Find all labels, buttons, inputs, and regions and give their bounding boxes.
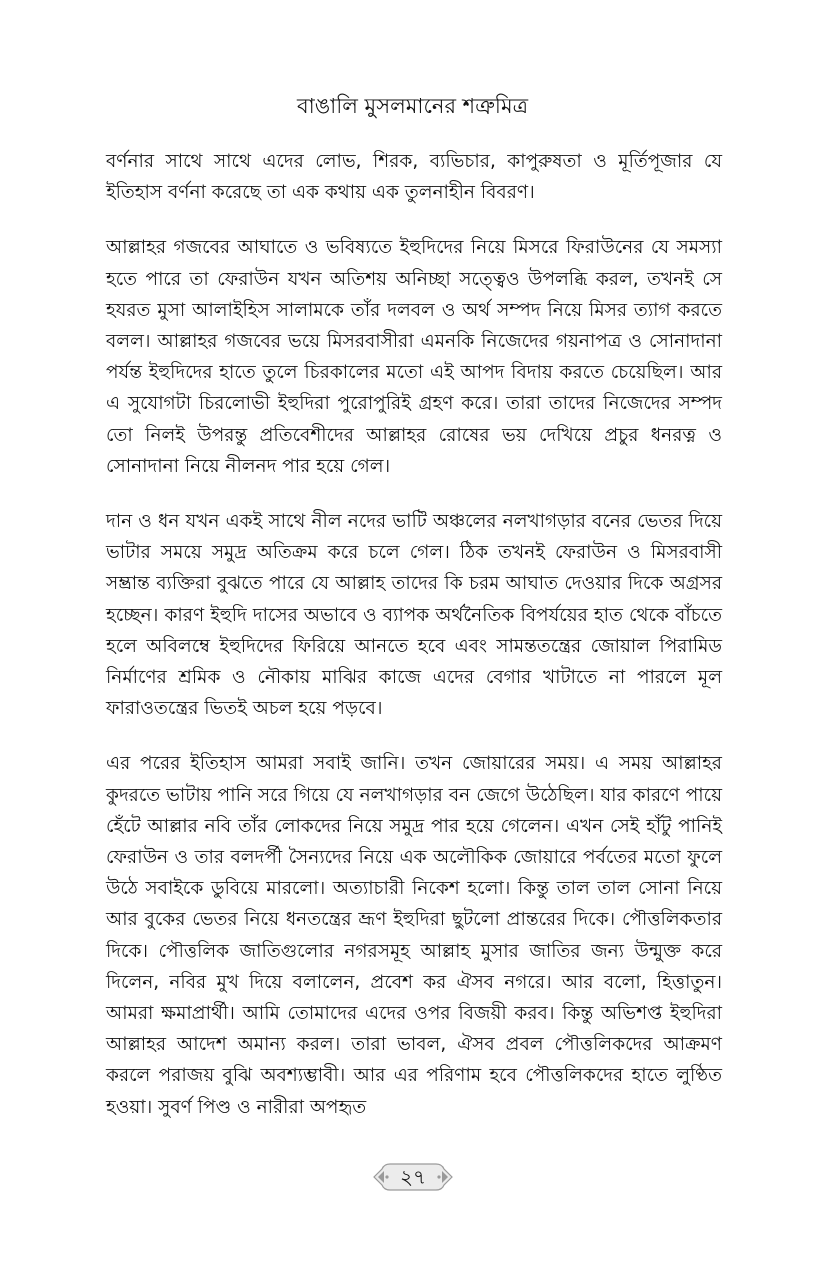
page-number-folio	[372, 1160, 454, 1194]
paragraph-1: বর্ণনার সাথে সাথে এদের লোভ, শিরক, ব্যভিচার, কাপুরুষতা ও মূর্তিপূজার যে ইতিহাস বর্ণনা করেছে তা এক কথায় এক তুলনাহীন বিবরণ।	[106, 151, 722, 204]
body-text	[106, 146, 722, 1147]
paragraph-3: দান ও ধন যখন একই সাথে নীল নদের ভাটি অঞ্চলের নলখাগড়ার বনের ভেতর দিয়ে ভাটার সময়ে সমুদ্র অতিক্রম করে চলে গেল। ঠিক তখনই ফেরাউন ও মিসরবাসী সম্ভ্রান্ত ব্যক্তিরা বুঝতে পারে যে আল্লাহ তাদের কি চরম আঘাত দেওয়ার দিকে অগ্রসর হচ্ছেন। কারণ ইহুদি দাসের অভাবে ও ব্যাপক অর্থনৈতিক বিপর্যয়ের হাত থেকে বাঁচতে হলে অবিলম্বে ইহুদিদের ফিরিয়ে আনতে হবে এবং সামন্ততন্ত্রের জোয়াল পিরামিড নির্মাণের শ্রমিক ও নৌকায় মাঝির কাজে এদের বেগার খাটাতে না পারলে মূল ফারাওতন্ত্রের ভিতই অচল হয়ে পড়বে।	[106, 511, 722, 720]
paragraph-2: আল্লাহর গজবের আঘাতে ও ভবিষ্যতে ইহুদিদের নিয়ে মিসরে ফিরাউনের যে সমস্যা হতে পারে তা ফেরাউন যখন অতিশয় অনিচ্ছা সত্ত্বেও উপলব্ধি করল, তখনই সে হযরত মুসা আলাইহিস সালামকে তাঁর দলবল ও অর্থ সম্পদ নিয়ে মিসর ত্যাগ করতে বলল। আল্লাহর গজবের ভয়ে মিসরবাসীরা এমনকি নিজেদের গয়নাপত্র ও সোনাদানা পর্যন্ত ইহুদিদের হাতে তুলে চিরকালের মতো এই আপদ বিদায় করতে চেয়েছিল। আর এ সুযোগটা চিরলোভী ইহুদিরা পুরোপুরিই গ্রহণ করে। তারা তাদের নিজেদের সম্পদ তো নিলই উপরন্তু প্রতিবেশীদের আল্লাহর রোষের ভয় দেখিয়ে প্রচুর ধনরত্ন ও সোনাদানা নিয়ে নীলনদ পার হয়ে গেল।	[106, 237, 722, 477]
page-number: ২৭	[399, 1165, 426, 1189]
running-header: বাঙালি মুসলমানের শত্রুমিত্র	[296, 94, 529, 118]
paragraph-4: এর পরের ইতিহাস আমরা সবাই জানি। তখন জোয়ারের সময়। এ সময় আল্লাহর কুদরতে ভাটায় পানি সরে গিয়ে যে নলখাগড়ার বন জেগে উঠেছিল। যার কারণে পায়ে হেঁটে আল্লার নবি তাঁর লোকদের নিয়ে সমুদ্র পার হয়ে গেলেন। এখন সেই হাঁটু পানিই ফেরাউন ও তার বলদর্পী সৈন্যদের নিয়ে এক অলৌকিক জোয়ারে পর্বতের মতো ফুলে উঠে সবাইকে ডুবিয়ে মারলো। অত্যাচারী নিকেশ হলো। কিন্তু তাল তাল সোনা নিয়ে আর বুকের ভেতর নিয়ে ধনতন্ত্রের ভ্রূণ ইহুদিরা ছুটলো প্রান্তরের দিকে। পৌত্তলিকতার দিকে। পৌত্তলিক জাতিগুলোর নগরসমূহ আল্লাহ মুসার জাতির জন্য উন্মুক্ত করে দিলেন, নবির মুখ দিয়ে বলালেন, প্রবেশ কর ঐসব নগরে। আর বলো, হিত্তাতুন। আমরা ক্ষমাপ্রার্থী। আমি তোমাদের এদের ওপর বিজয়ী করব। কিন্তু অভিশপ্ত ইহুদিরা আল্লাহর আদেশ অমান্য করল। তারা ভাবল, ঐসব প্রবল পৌত্তলিকদের আক্রমণ করলে পরাজয় বুঝি অবশ্যম্ভাবী। আর এর পরিণাম হবে পৌত্তলিকদের হাতে লুণ্ঠিত হওয়া। সুবর্ণ পিণ্ড ও নারীরা অপহৃত	[106, 753, 722, 1118]
